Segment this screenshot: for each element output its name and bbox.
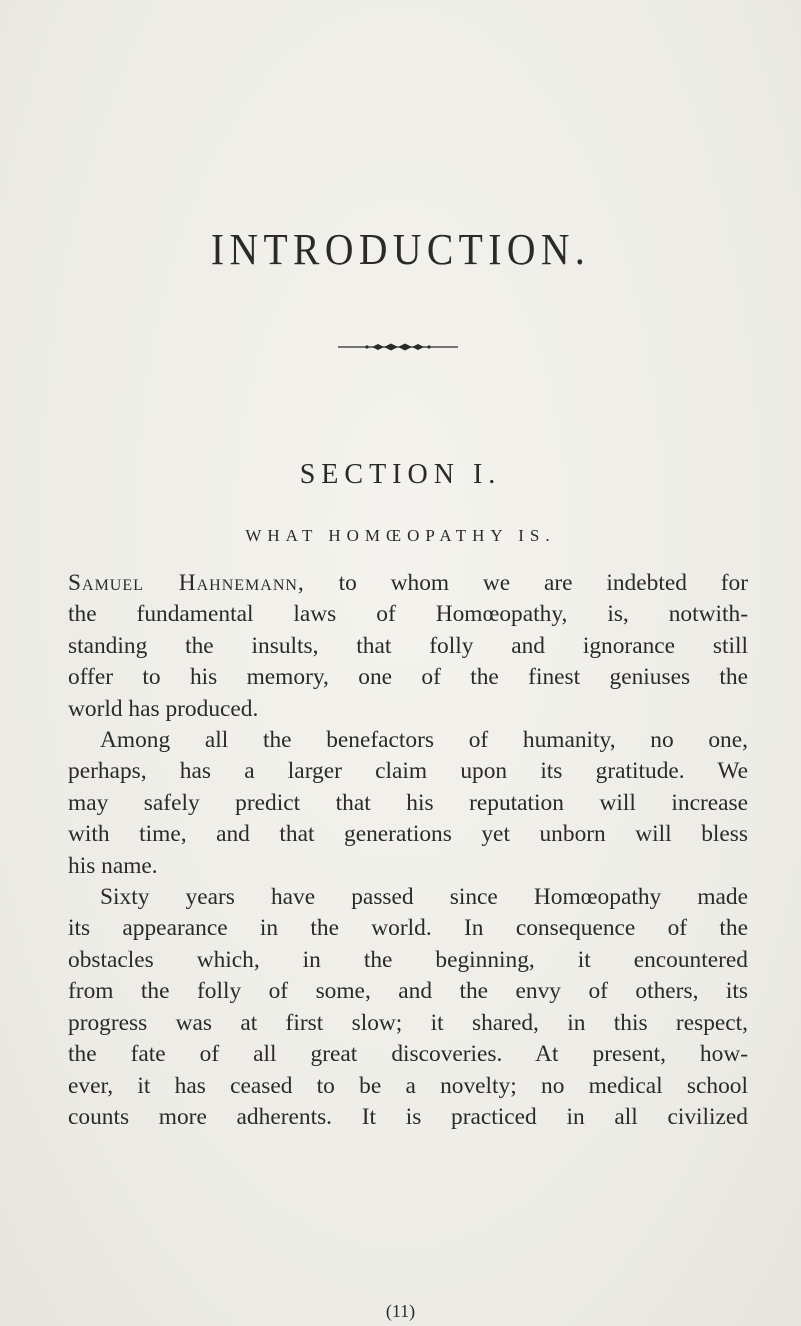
text-line: ever, it has ceased to be a novelty; no medical school: [68, 1072, 748, 1099]
text-line: the fate of all great discoveries. At present, how-: [68, 1041, 748, 1068]
section-subheading: WHAT HOMŒOPATHY IS.: [245, 526, 556, 545]
text-line: from the folly of some, and the envy of others, its: [68, 978, 748, 1005]
text-line: Samuel Hahnemann, to whom we are indebted for: [68, 570, 748, 596]
text-line: offer to his memory, one of the finest geniuses the: [68, 664, 748, 691]
text-line: may safely predict that his reputation will increase: [68, 789, 748, 816]
text-line: progress was at first slow; it shared, in this respect,: [68, 1009, 748, 1036]
text-line: the fundamental laws of Homœopathy, is, notwith-: [68, 601, 748, 628]
page-title: INTRODUCTION.: [210, 225, 591, 274]
paragraph-2: [68, 725, 748, 882]
paragraph-3: [68, 882, 748, 1133]
body-text: [68, 568, 748, 1133]
text-line: his name.: [68, 852, 158, 879]
text-line: standing the insults, that folly and ignorance still: [68, 632, 748, 659]
text-line: counts more adherents. It is practiced in all civilized: [68, 1103, 748, 1130]
text-line: perhaps, has a larger claim upon its gratitude. We: [68, 758, 748, 785]
text-line: with time, and that generations yet unborn will bless: [68, 821, 748, 848]
text-line: Sixty years have passed since Homœopathy made: [100, 884, 748, 911]
ornamental-rule-icon: [338, 341, 458, 353]
text-line: Among all the benefactors of humanity, no one,: [100, 727, 748, 754]
section-heading: SECTION I.: [299, 459, 502, 490]
paragraph-1: [68, 568, 748, 725]
text-line: obstacles which, in the beginning, it encountered: [68, 946, 748, 973]
text-line: world has produced.: [68, 695, 259, 722]
page-number: (11): [385, 1301, 416, 1321]
text-line: its appearance in the world. In consequence of the: [68, 915, 748, 942]
author-name: Samuel Hahnemann,: [68, 570, 305, 596]
